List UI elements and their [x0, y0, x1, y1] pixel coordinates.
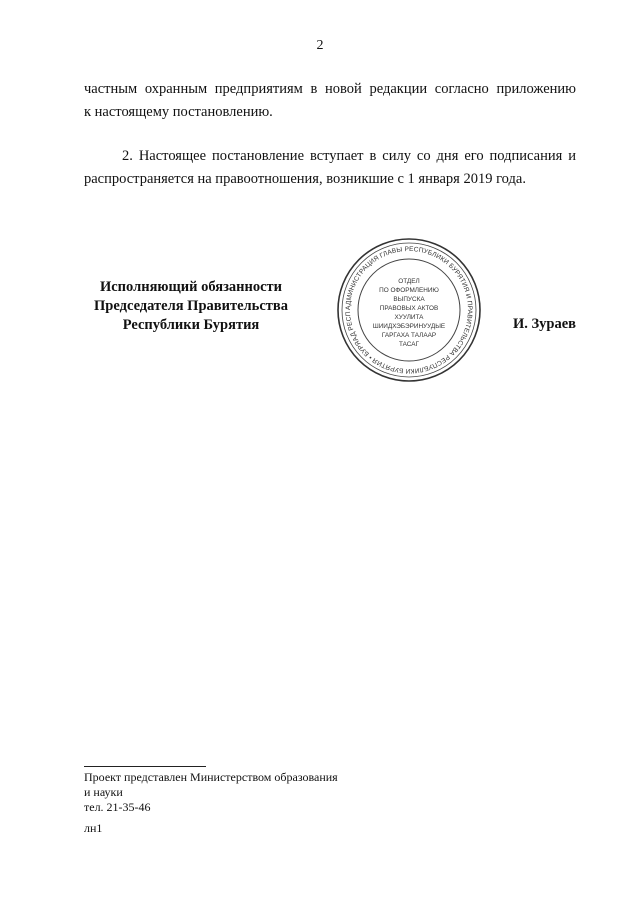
seal-center-line: ВЫПУСКА [393, 296, 425, 303]
footnote-line: Проект представлен Министерством образования [84, 770, 338, 784]
paragraph-2-line: 2. Настоящее постановление вступает в силу со дня его подписания и [122, 148, 576, 164]
signer-title-line: Исполняющий обязанности [99, 279, 283, 295]
seal-graphic [335, 236, 483, 384]
page-number: 2 [316, 38, 324, 53]
signer-name: И. Зураев [512, 316, 576, 332]
seal-center-line: ПО ОФОРМЛЕНИЮ [379, 287, 439, 294]
seal-center-line: ОТДЕЛ [398, 278, 420, 285]
seal-ring-text: АДМИНИСТРАЦИЯ ГЛАВЫ РЕСПУБЛИКИ БУРЯТИЯ И ПРАВИТЕЛЬСТВА РЕСПУБЛИКИ БУРЯТИЯ • БУРЯАД РЕСП [344, 245, 474, 375]
signer-title-line: Председателя Правительства [94, 298, 288, 314]
seal-center-line: ГАРГАХА ТАЛААР [381, 332, 437, 339]
document-code: лн1 [84, 821, 103, 835]
seal-center-line: ШИИДХЭБЭРИНУУДЫЕ [372, 323, 446, 330]
paragraph-1-line: частным охранным предприятиям в новой редакции согласно приложению [84, 81, 576, 97]
official-seal [335, 236, 483, 384]
footnote-divider [84, 766, 206, 767]
footnote-line: тел. 21-35-46 [84, 800, 151, 814]
seal-center-text [373, 278, 445, 348]
seal-center-line: ТАСАГ [398, 341, 420, 348]
paragraph-2-line: распространяется на правоотношения, возникшие с 1 января 2019 года. [84, 171, 526, 187]
paragraph-1 [84, 78, 576, 124]
signer-title-line: Республики Бурятия [122, 317, 260, 333]
footnote [84, 770, 338, 836]
seal-center-line: ПРАВОВЫХ АКТОВ [379, 305, 439, 312]
footnote-line: и науки [84, 785, 123, 799]
signer-title [80, 278, 302, 335]
paragraph-1-line: к настоящему постановлению. [84, 104, 273, 120]
paragraph-2 [84, 145, 576, 191]
seal-center-line: ХУУЛИТА [394, 314, 424, 321]
